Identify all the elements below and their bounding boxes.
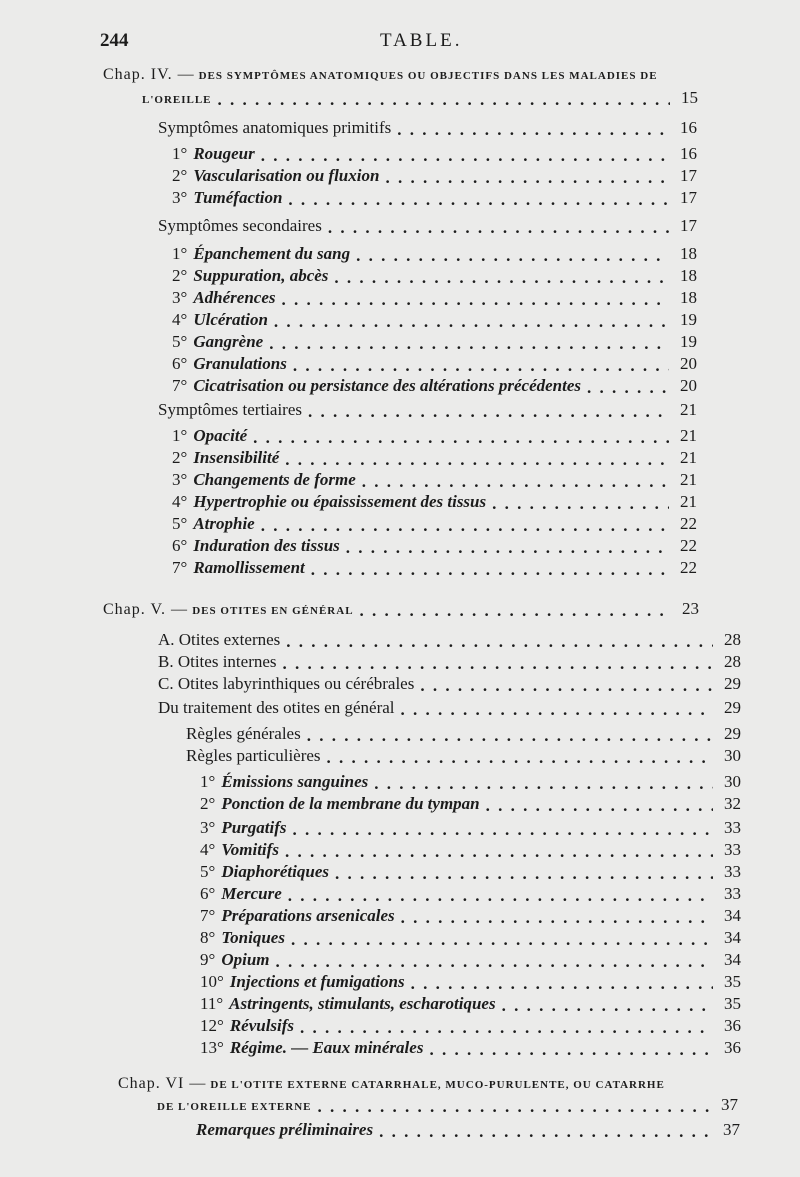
dot-leader [293,356,669,373]
entry-number: 2° [200,794,216,813]
dot-leader [291,930,713,947]
dot-leader [269,334,669,351]
page-ref: 33 [724,862,741,881]
dot-leader [492,494,669,511]
entry-label [200,794,480,814]
page-ref: 33 [724,884,741,903]
entry-title: Toniques [221,928,285,947]
entry-title: Opium [221,950,270,969]
page-ref: 17 [680,166,697,185]
entry-label [200,884,282,904]
entry-label [186,724,301,744]
entry-number: 11° [200,994,224,1013]
entry-number: 3° [172,288,188,307]
page-ref: 23 [682,599,699,618]
page-ref: 35 [724,994,741,1013]
toc-sub-entry [172,514,697,534]
entry-title: Ramollissement [193,558,305,577]
entry-label [186,746,321,766]
entry-title: Ulcération [193,310,268,329]
entry-number: 5° [200,862,216,881]
chapter-label: Chap. IV. — [103,66,195,83]
entry-title: Diaphorétiques [221,862,329,881]
dot-leader [286,632,713,649]
entry-number: 3° [172,188,188,207]
dot-leader [274,312,669,329]
toc-entry [186,724,741,744]
toc-sub-entry [172,244,697,264]
entry-title: Suppuration, abcès [193,266,329,285]
dot-leader [288,190,669,207]
dot-leader [411,974,713,991]
page-number: 244 [100,30,129,51]
dot-leader [285,450,669,467]
entry-title: C. Otites labyrinthiques ou cérébrales [158,674,415,693]
toc-sub-entry [172,536,697,556]
page-ref: 20 [680,354,697,373]
toc-sub-entry [200,928,741,948]
chapter-title-cont: DE L'OREILLE EXTERNE [157,1101,312,1113]
entry-label [172,426,247,446]
chapter-title: DES SYMPTÔMES ANATOMIQUES OU OBJECTIFS DANS LES MALADIES DE [198,70,658,82]
entry-label [200,928,285,948]
page-ref: 29 [724,724,741,743]
dot-leader [283,654,713,671]
page-ref: 30 [724,746,741,765]
dot-leader [308,402,669,419]
toc-sub-entry [200,818,741,838]
entry-label [158,400,302,420]
entry-label [172,166,379,186]
entry-title: Granulations [193,354,287,373]
dot-leader [285,842,713,859]
page-ref: 20 [680,376,697,395]
entry-label [200,950,270,970]
toc-sub-entry [200,794,741,814]
page-ref: 30 [724,772,741,791]
page-ref: 22 [680,514,697,533]
page-ref: 28 [724,652,741,671]
toc-sub-entry [172,376,697,396]
dot-leader [587,378,669,395]
dot-leader [401,700,714,717]
entry-label [196,1120,373,1140]
chapter-4-heading [103,66,658,84]
entry-title: Atrophie [193,514,255,533]
toc-entry [158,400,697,420]
page-ref: 37 [723,1120,740,1139]
dot-leader [356,246,669,263]
toc-entry [186,746,741,766]
toc-entry [196,1120,740,1140]
chapter-title: DES OTITES EN GÉNÉRAL [192,605,354,617]
entry-label [172,310,268,330]
dot-leader [288,886,713,903]
entry-title: A. Otites externes [158,630,281,649]
entry-title: Révulsifs [229,1016,295,1035]
dot-leader [346,538,669,555]
toc-sub-entry [172,492,697,512]
page-ref: 32 [724,794,741,813]
entry-label [172,144,255,164]
entry-number: 4° [172,310,188,329]
dot-leader [317,1097,710,1114]
entry-label [172,536,340,556]
entry-title: Règles particulières [186,746,321,765]
entry-number: 6° [172,536,188,555]
toc-entry [158,674,741,694]
entry-title: Mercure [221,884,282,903]
dot-leader [293,820,714,837]
entry-label [172,354,287,374]
dot-leader [362,472,669,489]
entry-number: 2° [172,448,188,467]
chapter-title-cont: L'OREILLE [142,94,212,106]
entry-label [172,492,486,512]
toc-entry [158,118,697,138]
entry-title: Émissions sanguines [221,772,369,791]
page-ref: 36 [724,1038,741,1057]
entry-number: 2° [172,166,188,185]
entry-number: 9° [200,950,216,969]
dot-leader [486,796,713,813]
page-ref: 17 [680,216,697,235]
page-ref: 19 [680,310,697,329]
chapter-label: Chap. V. — [103,601,188,618]
entry-number: 1° [172,144,188,163]
entry-title: Préparations arsenicales [221,906,395,925]
page-header [100,30,712,56]
entry-number: 5° [172,514,188,533]
toc-sub-entry [200,862,741,882]
page-ref: 29 [724,674,741,693]
entry-label [200,840,279,860]
toc-entry [158,698,741,718]
entry-number: 7° [200,906,216,925]
toc-sub-entry [172,470,697,490]
toc-sub-entry [172,332,697,352]
entry-label [158,630,280,650]
entry-number: 4° [172,492,188,511]
page-ref: 21 [680,470,697,489]
entry-title: Cicatrisation ou persistance des altérations précédentes [193,376,582,395]
dot-leader [429,1040,713,1057]
toc-sub-entry [200,884,741,904]
dot-leader [261,146,669,163]
chapter-title: DE L'OTITE EXTERNE CATARRHALE, MUCO-PURULENTE, OU CATARRHE [210,1079,665,1091]
dot-leader [420,676,713,693]
entry-title: Changements de forme [193,470,356,489]
page-ref: 18 [680,288,697,307]
toc-sub-entry [200,772,741,792]
entry-label [172,376,581,396]
entry-title: Rougeur [193,144,255,163]
entry-title: Induration des tissus [193,536,340,555]
entry-number: 7° [172,376,188,395]
dot-leader [328,218,669,235]
entry-number: 6° [172,354,188,373]
toc-entry [158,216,697,236]
entry-title: Symptômes anatomiques primitifs [158,118,392,137]
page-ref: 35 [724,972,741,991]
entry-title: Du traitement des otites en général [158,698,395,717]
toc-sub-entry [200,972,741,992]
entry-label [200,972,405,992]
dot-leader [276,952,714,969]
entry-label [172,244,350,264]
entry-title: Règles générales [186,724,301,743]
toc-sub-entry [172,310,697,330]
entry-label [172,332,263,352]
entry-title: Astringents, stimulants, escharotiques [229,994,496,1013]
toc-sub-entry [200,1038,741,1058]
entry-label [200,1016,294,1036]
page-ref: 22 [680,536,697,555]
entry-title: Régime. — Eaux minérales [229,1038,424,1057]
page-ref: 21 [680,448,697,467]
entry-title: Injections et fumigations [229,972,405,991]
entry-label [172,558,305,578]
entry-title: Remarques préliminaires [196,1120,374,1139]
entry-number: 1° [200,772,216,791]
entry-label [200,1038,423,1058]
entry-number: 3° [200,818,216,837]
entry-label [172,514,255,534]
entry-number: 13° [200,1038,224,1057]
entry-label [172,448,279,468]
page-ref: 16 [680,118,697,137]
dot-leader [374,774,713,791]
entry-title: B. Otites internes [158,652,277,671]
page-ref: 19 [680,332,697,351]
dot-leader [327,748,713,765]
entry-label [172,288,275,308]
entry-title: Symptômes secondaires [158,216,322,235]
page-ref: 16 [680,144,697,163]
toc-entry [158,652,741,672]
toc-sub-entry [200,994,741,1014]
entry-title: Tuméfaction [193,188,283,207]
entry-label [200,772,368,792]
toc-sub-entry [172,354,697,374]
dot-leader [379,1122,712,1139]
chapter-label: Chap. VI — [118,1075,207,1092]
entry-label [172,266,328,286]
entry-label [158,216,322,236]
page-ref: 21 [680,492,697,511]
entry-label [158,698,395,718]
toc-sub-entry [172,288,697,308]
chapter-6-heading-line2 [157,1095,738,1115]
entry-title: Adhérences [193,288,276,307]
page-ref: 33 [724,840,741,859]
entry-number: 2° [172,266,188,285]
page-ref: 28 [724,630,741,649]
page-ref: 15 [681,88,698,107]
toc-sub-entry [172,144,697,164]
dot-leader [397,120,669,137]
entry-title: Hypertrophie ou épaississement des tissus [193,492,487,511]
dot-leader [502,996,713,1013]
page-ref: 17 [680,188,697,207]
page-ref: 33 [724,818,741,837]
dot-leader [334,268,669,285]
entry-title: Vascularisation ou fluxion [193,166,380,185]
entry-title: Opacité [193,426,248,445]
entry-label [200,818,287,838]
dot-leader [335,864,713,881]
page-ref: 18 [680,266,697,285]
dot-leader [360,601,671,618]
page-ref: 37 [721,1095,738,1114]
page-ref: 34 [724,906,741,925]
entry-label [158,652,277,672]
entry-number: 3° [172,470,188,489]
entry-number: 7° [172,558,188,577]
page-ref: 34 [724,928,741,947]
dot-leader [253,428,669,445]
page-ref: 34 [724,950,741,969]
dot-leader [385,168,669,185]
toc-sub-entry [200,1016,741,1036]
entry-label [200,862,329,882]
dot-leader [218,90,670,107]
dot-leader [307,726,713,743]
chapter-4-heading-line2 [142,88,698,108]
entry-number: 4° [200,840,216,859]
entry-title: Épanchement du sang [193,244,351,263]
page-ref: 29 [724,698,741,717]
page-ref: 22 [680,558,697,577]
entry-number: 5° [172,332,188,351]
page-ref: 21 [680,400,697,419]
page-ref: 18 [680,244,697,263]
dot-leader [300,1018,713,1035]
dot-leader [281,290,669,307]
toc-sub-entry [172,266,697,286]
entry-label [172,470,356,490]
toc-sub-entry [200,906,741,926]
entry-label [158,674,414,694]
entry-number: 10° [200,972,224,991]
entry-title: Gangrène [193,332,264,351]
toc-sub-entry [172,448,697,468]
toc-sub-entry [172,558,697,578]
entry-title: Symptômes tertiaires [158,400,303,419]
toc-entry [158,630,741,650]
chapter-6-heading [118,1075,665,1093]
entry-label [200,906,395,926]
toc-sub-entry [172,166,697,186]
entry-number: 1° [172,426,188,445]
dot-leader [261,516,669,533]
toc-sub-entry [200,840,741,860]
entry-number: 8° [200,928,216,947]
entry-label [200,994,496,1014]
toc-sub-entry [172,426,697,446]
running-title: TABLE. [380,30,463,51]
entry-number: 1° [172,244,188,263]
page-ref: 36 [724,1016,741,1035]
dot-leader [401,908,713,925]
toc-sub-entry [172,188,697,208]
entry-label [158,118,391,138]
entry-title: Insensibilité [193,448,280,467]
entry-title: Ponction de la membrane du tympan [221,794,480,813]
entry-label [172,188,282,208]
entry-number: 12° [200,1016,224,1035]
entry-number: 6° [200,884,216,903]
entry-title: Purgatifs [221,818,287,837]
toc-sub-entry [200,950,741,970]
chapter-5-heading [103,599,699,619]
entry-title: Vomitifs [221,840,279,859]
page-ref: 21 [680,426,697,445]
dot-leader [311,560,669,577]
